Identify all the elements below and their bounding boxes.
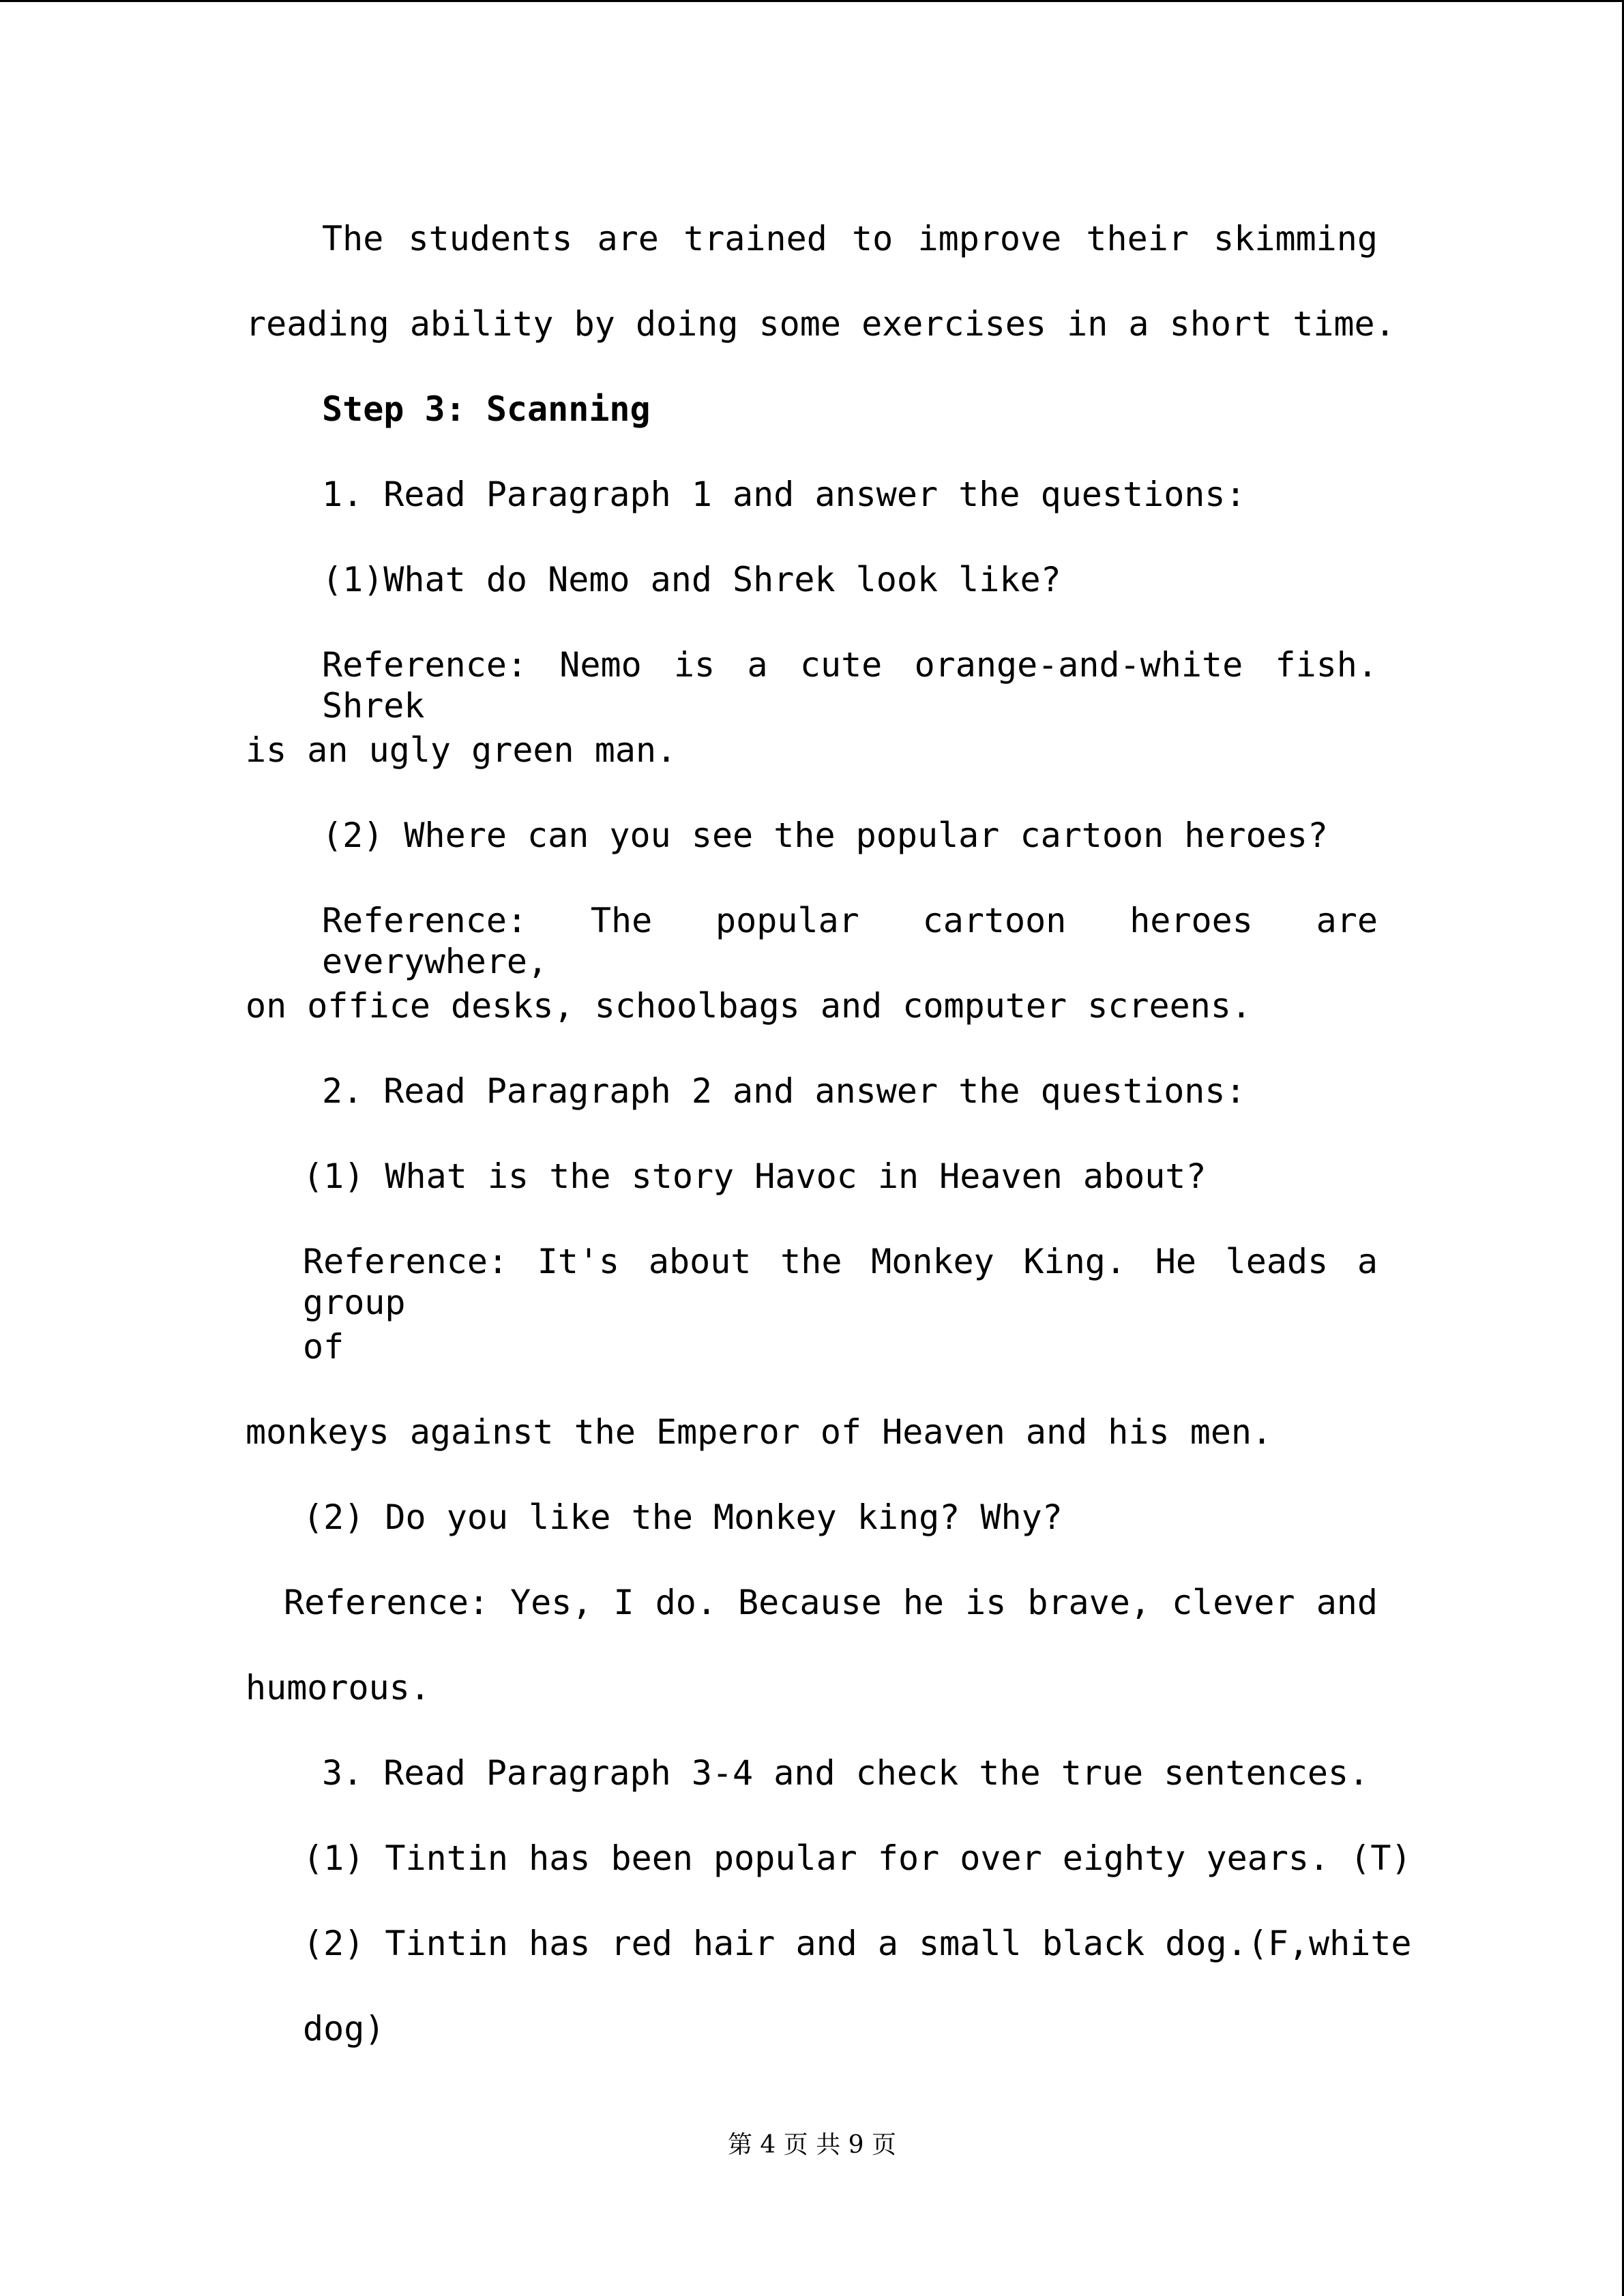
paragraph-line: reading ability by doing some exercises in a short time. (246, 304, 1396, 344)
answer-line: Reference: The popular cartoon heroes are everywhere, (322, 901, 1378, 981)
page-top-border (0, 0, 1624, 2)
question-line: (1)What do Nemo and Shrek look like? (322, 560, 1061, 599)
question-heading: 2. Read Paragraph 2 and answer the questions: (322, 1071, 1246, 1111)
answer-line: of (303, 1327, 344, 1367)
answer-line: Reference: Nemo is a cute orange-and-white fish. Shrek (322, 645, 1378, 726)
statement-line: dog) (303, 2009, 385, 2048)
statement-line: (2) Tintin has red hair and a small black dog.(F,white (303, 1924, 1412, 1963)
question-heading: 3. Read Paragraph 3-4 and check the true sentences. (322, 1753, 1370, 1793)
answer-line: on office desks, schoolbags and computer screens. (246, 986, 1252, 1026)
answer-line: monkeys against the Emperor of Heaven and his men. (246, 1412, 1273, 1452)
statement-line: (1) Tintin has been popular for over eighty years. (T) (303, 1838, 1412, 1878)
answer-line: Reference: It's about the Monkey King. He leads a group (303, 1242, 1378, 1322)
question-line: (1) What is the story Havoc in Heaven about? (303, 1157, 1207, 1196)
answer-line: is an ugly green man. (246, 730, 677, 770)
question-line: (2) Where can you see the popular cartoon heroes? (322, 816, 1329, 855)
paragraph-line: The students are trained to improve their skimming (322, 219, 1378, 258)
question-line: (2) Do you like the Monkey king? Why? (303, 1497, 1063, 1537)
answer-line: Reference: Yes, I do. Because he is brave, clever and (284, 1583, 1378, 1622)
answer-line: humorous. (246, 1668, 430, 1708)
section-heading: Step 3: Scanning (322, 389, 651, 429)
page-number-footer: 第 4 页 共 9 页 (727, 2131, 897, 2159)
question-heading: 1. Read Paragraph 1 and answer the questions: (322, 475, 1246, 514)
